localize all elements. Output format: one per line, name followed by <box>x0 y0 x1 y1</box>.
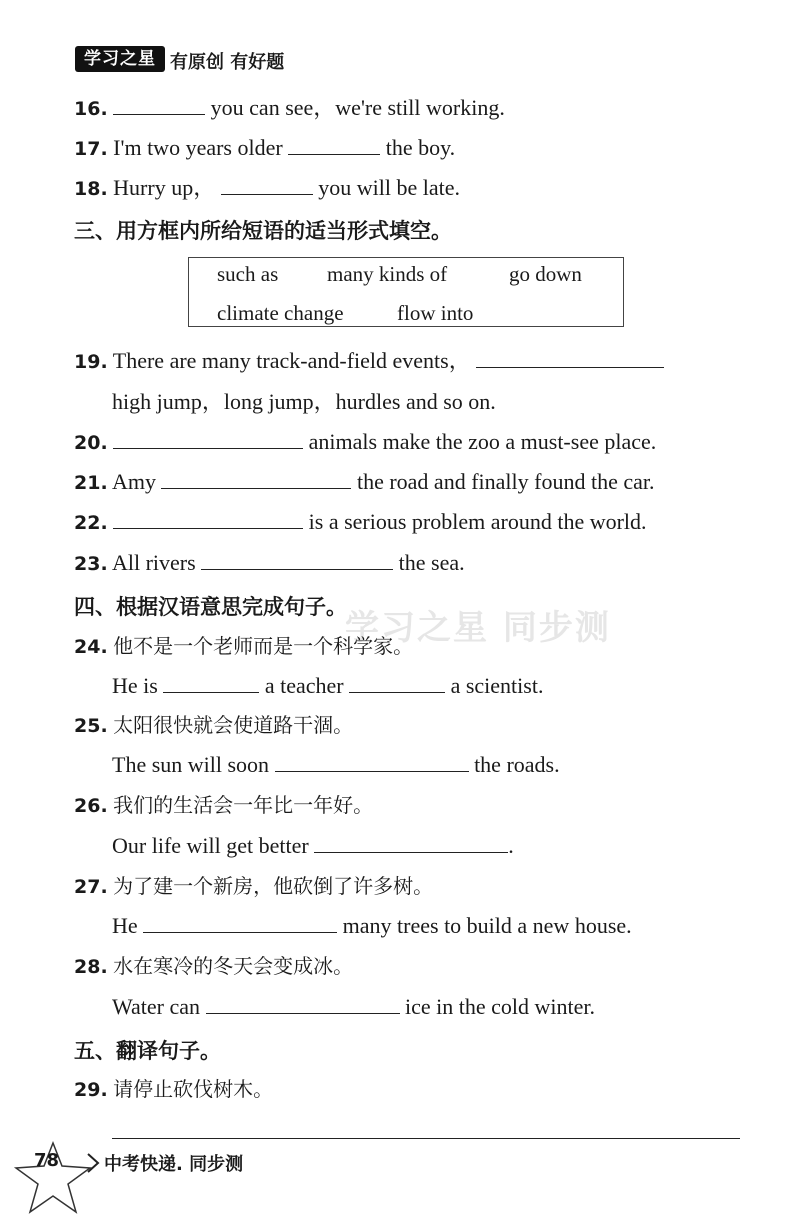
question-text: He <box>112 913 138 938</box>
answer-blank[interactable] <box>314 834 508 853</box>
question-29 <box>74 1075 273 1104</box>
question-28 <box>74 952 353 981</box>
footer-title: 中考快递. 同步测 <box>104 1154 244 1175</box>
answer-blank[interactable] <box>275 753 469 772</box>
question-text: you can see，we're still working. <box>210 95 505 120</box>
question-21 <box>74 468 654 497</box>
answer-blank[interactable] <box>161 470 351 489</box>
answer-blank[interactable] <box>113 430 303 449</box>
question-19-continued: high jump，long jump，hurdles and so on. <box>112 389 496 414</box>
question-20 <box>74 428 656 457</box>
question-16 <box>74 94 505 123</box>
question-18 <box>74 174 460 203</box>
question-text: a scientist. <box>450 673 544 698</box>
question-number: 23. <box>74 553 108 575</box>
question-text: you will be late. <box>318 175 460 200</box>
question-text: the boy. <box>385 135 456 160</box>
section-5-title: 五、翻译句子。 <box>74 1039 221 1063</box>
question-number: 29. <box>74 1079 108 1101</box>
question-24-english <box>112 672 543 700</box>
question-number: 26. <box>74 795 108 817</box>
question-text: ice in the cold winter. <box>405 994 595 1019</box>
question-text: many trees to build a new house. <box>342 913 632 938</box>
chinese-prompt: 太阳很快就会使道路干涸。 <box>113 713 354 737</box>
question-25 <box>74 711 353 740</box>
answer-blank[interactable] <box>113 510 303 529</box>
header-tagline: 有原创 有好题 <box>170 52 285 73</box>
answer-line[interactable] <box>112 1138 740 1139</box>
answer-blank[interactable] <box>163 674 259 693</box>
question-27-english <box>112 912 632 940</box>
question-text: I'm two years older <box>113 135 283 160</box>
question-text: . <box>508 833 514 858</box>
question-text: Water can <box>112 994 200 1019</box>
answer-blank[interactable] <box>206 995 400 1014</box>
question-text: The sun will soon <box>112 752 270 777</box>
answer-blank[interactable] <box>113 96 205 115</box>
phrase-item: climate change <box>217 301 344 325</box>
watermark: 学习之星 同步测 <box>345 608 611 648</box>
question-text: the sea. <box>398 550 465 575</box>
question-17 <box>74 134 455 163</box>
page-number: 78 <box>34 1150 60 1171</box>
question-text: There are many track-and-field events， <box>112 348 471 373</box>
section-3-title: 三、用方框内所给短语的适当形式填空。 <box>74 219 452 243</box>
question-text: All rivers <box>111 550 196 575</box>
question-26-english <box>112 832 514 860</box>
question-text: animals make the zoo a must-see place. <box>308 429 657 454</box>
chinese-prompt: 他不是一个老师而是一个科学家。 <box>113 634 414 658</box>
question-number: 27. <box>74 876 108 898</box>
question-22 <box>74 508 647 537</box>
question-number: 17. <box>74 138 108 160</box>
question-number: 18. <box>74 178 108 200</box>
answer-blank[interactable] <box>143 914 337 933</box>
question-23 <box>74 549 465 578</box>
question-number: 24. <box>74 636 108 658</box>
question-number: 22. <box>74 512 108 534</box>
answer-blank[interactable] <box>221 176 313 195</box>
phrase-item: flow into <box>397 301 474 325</box>
question-26 <box>74 791 373 820</box>
answer-blank[interactable] <box>288 136 380 155</box>
phrase-item: go down <box>509 262 582 286</box>
question-text: Amy <box>111 469 156 494</box>
answer-blank[interactable] <box>349 674 445 693</box>
chinese-prompt: 请停止砍伐树木。 <box>113 1077 274 1101</box>
chinese-prompt: 水在寒冷的冬天会变成冰。 <box>113 954 354 978</box>
question-number: 28. <box>74 956 108 978</box>
chevron-right-icon <box>86 1152 100 1174</box>
question-text: is a serious problem around the world. <box>308 509 647 534</box>
phrase-box <box>188 257 624 327</box>
question-text: a teacher <box>264 673 344 698</box>
answer-blank[interactable] <box>201 551 393 570</box>
question-text: He is <box>112 673 158 698</box>
answer-blank[interactable] <box>476 349 664 368</box>
question-text: Hurry up， <box>113 175 216 200</box>
question-28-english <box>112 993 595 1021</box>
question-text: the road and finally found the car. <box>356 469 655 494</box>
question-number: 19. <box>74 351 108 373</box>
question-number: 21. <box>74 472 108 494</box>
chinese-prompt: 为了建一个新房，他砍倒了许多树。 <box>113 874 434 898</box>
brand-logo: 学习之星 <box>75 46 165 72</box>
question-24 <box>74 632 413 661</box>
question-number: 16. <box>74 98 108 120</box>
phrase-item: many kinds of <box>327 262 448 286</box>
chinese-prompt: 我们的生活会一年比一年好。 <box>113 793 374 817</box>
section-4-title: 四、根据汉语意思完成句子。 <box>74 595 347 619</box>
question-25-english <box>112 751 560 779</box>
question-number: 25. <box>74 715 108 737</box>
question-text: the roads. <box>474 752 560 777</box>
question-number: 20. <box>74 432 108 454</box>
question-27 <box>74 872 433 901</box>
phrase-item: such as <box>217 262 279 286</box>
question-text: Our life will get better <box>112 833 309 858</box>
question-19 <box>74 347 664 376</box>
